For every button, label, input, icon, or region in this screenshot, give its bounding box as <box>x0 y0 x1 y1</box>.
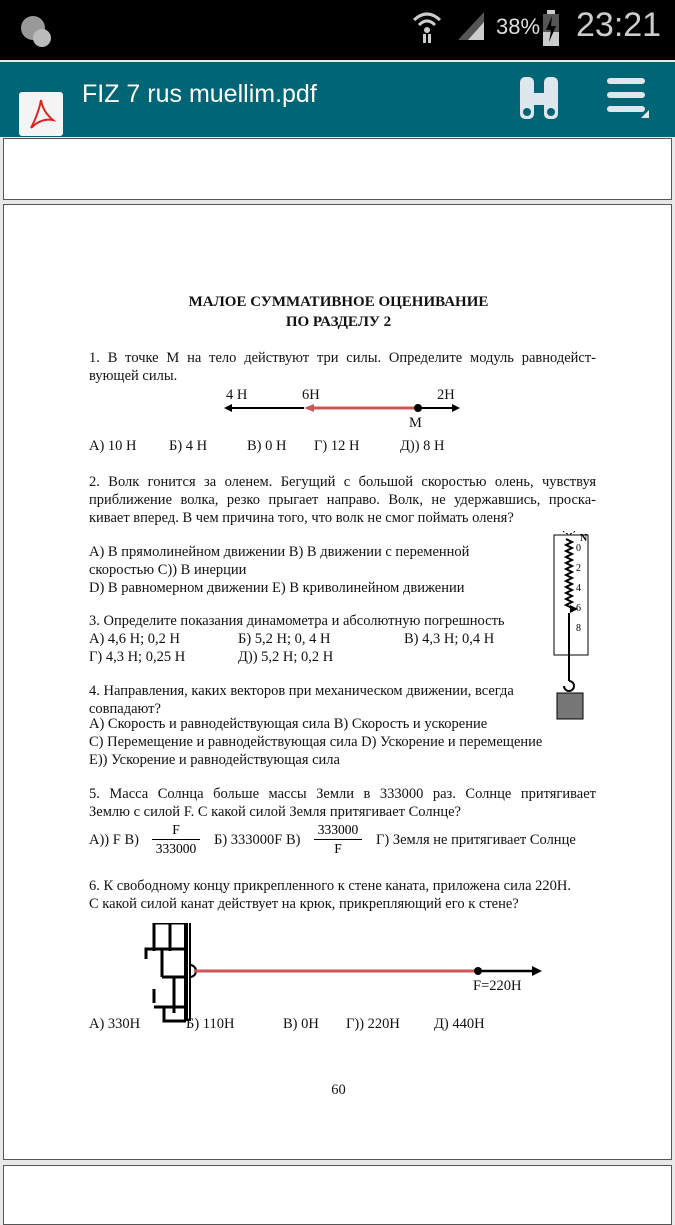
q3-answer-a: А) 4,6 Н; 0,2 Н <box>89 631 181 647</box>
document-title: FIZ 7 rus muellim.pdf <box>82 80 317 108</box>
q6-answer-b: Б) 110Н <box>186 1016 235 1032</box>
q6-answer-g: Г)) 220Н <box>346 1016 400 1032</box>
q6-wall-rope-diagram <box>144 923 544 1023</box>
q1-answer-g: Г) 12 Н <box>314 438 360 454</box>
notification-cat-icon <box>18 12 52 48</box>
q6-answer-d: Д) 440Н <box>434 1016 485 1032</box>
pdf-app-icon[interactable] <box>19 92 63 136</box>
q1-line1: 1. В точке М на тело действуют три силы. Определите модуль равнодейст- <box>89 350 596 366</box>
q1-answer-d: Д)) 8 Н <box>400 438 445 454</box>
dynamometer <box>552 531 592 721</box>
status-bar <box>0 0 675 60</box>
scale-8: 8 <box>576 623 581 634</box>
q1-answer-v: В) 0 Н <box>247 438 287 454</box>
q5-answer-a: А)) F В) <box>89 832 139 848</box>
q4-answers-1: А) Скорость и равнодействующая сила В) Скорость и ускорение <box>89 716 488 732</box>
q5-answer-b: Б) 333000F В) <box>214 832 301 848</box>
doc-title-1: МАЛОЕ СУММАТИВНОЕ ОЦЕНИВАНИЕ <box>188 294 489 310</box>
q3-line1: 3. Определите показания динамометра и абсолютную погрешность <box>89 613 505 629</box>
q2-answers-3: D) В равномерном движении Е) В криволинейном движении <box>89 580 465 596</box>
battery-percent: 38% <box>496 14 541 39</box>
q2-line3: кивает вперед. В чем причина того, что волк не смог поймать оленя? <box>89 510 514 526</box>
q1-answer-b: Б) 4 Н <box>169 438 208 454</box>
signal-icon <box>458 12 486 42</box>
q1-force-diagram <box>224 401 464 415</box>
q3-answer-d: Д)) 5,2 Н; 0,2 Н <box>238 649 334 665</box>
pdf-page-next <box>3 1165 672 1225</box>
scale-2: 2 <box>576 563 581 574</box>
force-label-4n: 4 Н <box>226 387 248 403</box>
q6-line2: С какой силой канат действует на крюк, прикрепляющий его к стене? <box>89 896 519 912</box>
q1-line2: вующей силы. <box>89 368 178 384</box>
q6-line1: 6. К свободному концу прикрепленного к стене каната, приложена сила 220Н. <box>89 878 572 894</box>
fraction-f-over-333000: F 333000 <box>152 821 200 858</box>
q3-answer-b: Б) 5,2 Н; 0, 4 Н <box>238 631 331 647</box>
q6-answer-a: А) 330Н <box>89 1016 141 1032</box>
scale-4: 4 <box>576 583 581 594</box>
pdf-page-previous <box>3 138 672 200</box>
page-number: 60 <box>331 1082 346 1098</box>
q6-answer-v: В) 0Н <box>283 1016 319 1032</box>
q3-answer-v: В) 4,3 Н; 0,4 Н <box>404 631 495 647</box>
q2-line2: приближение волка, резко прыгает направо. Волк, не удержавшись, проска- <box>89 492 596 508</box>
clock: 23:21 <box>576 6 662 44</box>
q5-line1: 5. Масса Солнца больше массы Земли в 333000 раз. Солнце притягивает <box>89 786 596 802</box>
q4-line2: совпадают? <box>89 701 161 717</box>
q1-answer-a: А) 10 Н <box>89 438 137 454</box>
q5-answer-g: Г) Земля не притягивает Солнце <box>376 832 576 848</box>
search-binoculars-icon[interactable] <box>518 75 560 123</box>
q2-answers-2: скоростью С)) В инерции <box>89 562 247 578</box>
q5-line2: Землю с силой F. С какой силой Земля притягивает Солнце? <box>89 804 461 820</box>
q2-line1: 2. Волк гонится за оленем. Бегущий с большой скоростью олень, чувствуя <box>89 474 596 490</box>
q2-answers-1: А) В прямолинейном движении В) В движении с переменной <box>89 544 470 560</box>
scale-unit: N <box>580 533 588 544</box>
q4-line1: 4. Направления, каких векторов при механическом движении, всегда <box>89 683 514 699</box>
menu-icon[interactable] <box>605 76 651 120</box>
scale-6: 6 <box>576 603 581 614</box>
pdf-page <box>3 204 672 1160</box>
battery-charging-icon <box>542 10 560 46</box>
scale-0: 0 <box>576 543 581 554</box>
q4-answers-2: С) Перемещение и равнодействующая сила D) Ускорение и перемещение <box>89 734 543 750</box>
fraction-333000-over-f: 333000 F <box>314 821 362 858</box>
point-m-label: М <box>409 415 422 431</box>
doc-title-2: ПО РАЗДЕЛУ 2 <box>285 314 392 330</box>
force-label-220n: F=220Н <box>473 978 522 994</box>
wifi-icon <box>412 10 442 44</box>
q3-answer-g: Г) 4,3 Н; 0,25 Н <box>89 649 186 665</box>
app-bar <box>0 62 675 137</box>
q4-answers-3: Е)) Ускорение и равнодействующая сила <box>89 752 340 768</box>
force-label-2n: 2Н <box>437 387 455 403</box>
force-label-6n: 6Н <box>302 387 320 403</box>
